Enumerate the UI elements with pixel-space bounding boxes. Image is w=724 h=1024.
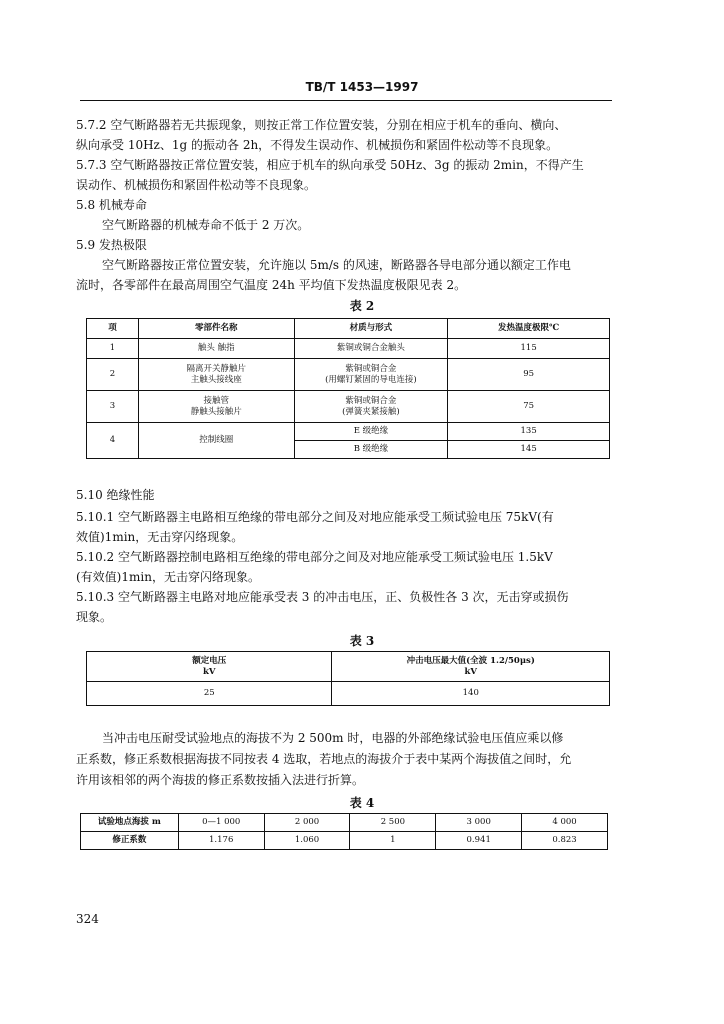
table-cell: 控制线圈 [138, 423, 294, 459]
table-cell: 2 000 [264, 814, 350, 832]
table-cell: 0.823 [522, 832, 608, 850]
clause-5-10-3-line-2: 现象。 [76, 610, 113, 624]
table-cell [294, 391, 448, 423]
table-2-header: 零部件名称 [138, 319, 294, 339]
clause-5-7-2-line-2: 纵向承受 10Hz、1g 的振动各 2h，不得发生误动作、机械损伤和紧固件松动等不良现象。 [76, 138, 559, 152]
table-cell: 115 [448, 339, 610, 359]
clause-5-10-title: 5.10 绝缘性能 [76, 488, 155, 502]
clause-5-10-3-line-1: 5.10.3 空气断路器主电路对地应能承受表 3 的冲击电压，正、负极性各 3 次，无击穿或损伤 [76, 590, 569, 604]
table-2-header: 材质与形式 [294, 319, 448, 339]
table-cell: 紫铜或铜合金触头 [294, 339, 448, 359]
table-row [87, 359, 610, 391]
table-cell: 2 500 [350, 814, 436, 832]
table-2-header: 项 [87, 319, 139, 339]
table-cell: 0—1 000 [178, 814, 264, 832]
table-cell-line: 紫铜或铜合金 [345, 363, 397, 374]
table-cell: B 级绝缘 [294, 441, 448, 459]
clause-5-7-2-line-1: 5.7.2 空气断路器若无共振现象，则按正常工作位置安装，分别在相应于机车的垂向、横向、 [76, 118, 567, 132]
table-row [81, 832, 608, 850]
table-cell: 4 [87, 423, 139, 459]
table-cell: 25 [87, 682, 332, 706]
clause-5-8-body: 空气断路器的机械寿命不低于 2 万次。 [102, 218, 310, 232]
table-3-header [332, 652, 610, 682]
table-3 [86, 651, 610, 706]
table-4-row-label: 修正系数 [81, 832, 179, 850]
table-3-header [87, 652, 332, 682]
table-cell [138, 391, 294, 423]
table-cell: 75 [448, 391, 610, 423]
table-cell: 95 [448, 359, 610, 391]
table-cell-line: 隔离开关静触片 [186, 363, 246, 374]
clause-5-10-2-line-1: 5.10.2 空气断路器控制电路相互绝缘的带电部分之间及对地应能承受工频试验电压 1.5kV [76, 550, 553, 564]
table-cell-line: 静触头接触片 [190, 406, 242, 417]
table-cell: 3 000 [436, 814, 522, 832]
clause-5-10-1-line-1: 5.10.1 空气断路器主电路相互绝缘的带电部分之间及对地应能承受工频试验电压 75kV(有 [76, 510, 554, 524]
clause-5-10-2-line-2: (有效值)1min，无击穿闪络现象。 [76, 570, 260, 584]
table-cell: 0.941 [436, 832, 522, 850]
table-header-line: 冲击电压最大值(全波 1.2/50μs) [406, 655, 535, 666]
table-cell: 1.176 [178, 832, 264, 850]
table-row [87, 423, 610, 441]
table-header-line: 额定电压 [192, 655, 227, 666]
clause-5-8-title: 5.8 机械寿命 [76, 198, 147, 212]
table-row [81, 814, 608, 832]
table-cell: 3 [87, 391, 139, 423]
table-cell [138, 359, 294, 391]
table-2-caption: 表 2 [349, 299, 375, 313]
clause-5-9-title: 5.9 发热极限 [76, 238, 147, 252]
table-cell-line: (用螺钉紧固的导电连接) [325, 374, 417, 385]
table-cell-line: 接触管 [203, 395, 229, 406]
page-header: TB/T 1453—1997 [305, 80, 419, 94]
table-cell: 4 000 [522, 814, 608, 832]
table-row [87, 682, 610, 706]
table-cell-line: (弹簧夹紧接触) [342, 406, 400, 417]
table-cell [294, 359, 448, 391]
table-row [87, 339, 610, 359]
clause-5-9-line-2: 流时，各零部件在最高周围空气温度 24h 平均值下发热温度极限见表 2。 [76, 278, 467, 292]
altitude-paragraph-line-3: 许用该相邻的两个海拔的修正系数按插入法进行折算。 [76, 773, 365, 787]
table-cell: 触头 触指 [138, 339, 294, 359]
table-header-line: kV [203, 666, 216, 677]
table-cell: E 级绝缘 [294, 423, 448, 441]
altitude-paragraph-line-2: 正系数，修正系数根据海拔不同按表 4 选取，若地点的海拔介于表中某两个海拔值之间时，允 [76, 752, 572, 766]
clause-5-7-3-line-1: 5.7.3 空气断路器按正常位置安装，相应于机车的纵向承受 50Hz、3g 的振动 2min，不得产生 [76, 158, 584, 172]
page-number: 324 [76, 912, 99, 926]
table-4-caption: 表 4 [349, 796, 375, 810]
table-cell: 1 [87, 339, 139, 359]
table-3-caption: 表 3 [349, 634, 375, 648]
clause-5-7-3-line-2: 误动作、机械损伤和紧固件松动等不良现象。 [76, 178, 317, 192]
table-row [87, 391, 610, 423]
table-cell: 2 [87, 359, 139, 391]
table-cell-line: 紫铜或铜合金 [345, 395, 397, 406]
table-cell: 145 [448, 441, 610, 459]
table-cell: 140 [332, 682, 610, 706]
table-cell: 135 [448, 423, 610, 441]
table-cell: 1.060 [264, 832, 350, 850]
clause-5-10-1-line-2: 效值)1min，无击穿闪络现象。 [76, 530, 244, 544]
clause-5-9-line-1: 空气断路器按正常位置安装，允许施以 5m/s 的风速，断路器各导电部分通以额定工作电 [102, 258, 571, 272]
table-2-header: 发热温度极限℃ [448, 319, 610, 339]
header-rule [80, 100, 612, 101]
table-cell: 1 [350, 832, 436, 850]
table-cell-line: 主触头接线座 [190, 374, 242, 385]
altitude-paragraph-line-1: 当冲击电压耐受试验地点的海拔不为 2 500m 时，电器的外部绝缘试验电压值应乘以修 [102, 731, 564, 745]
table-4-row-label: 试验地点海拔 m [81, 814, 179, 832]
table-4 [80, 813, 608, 850]
table-header-line: kV [464, 666, 477, 677]
table-2 [86, 318, 610, 459]
